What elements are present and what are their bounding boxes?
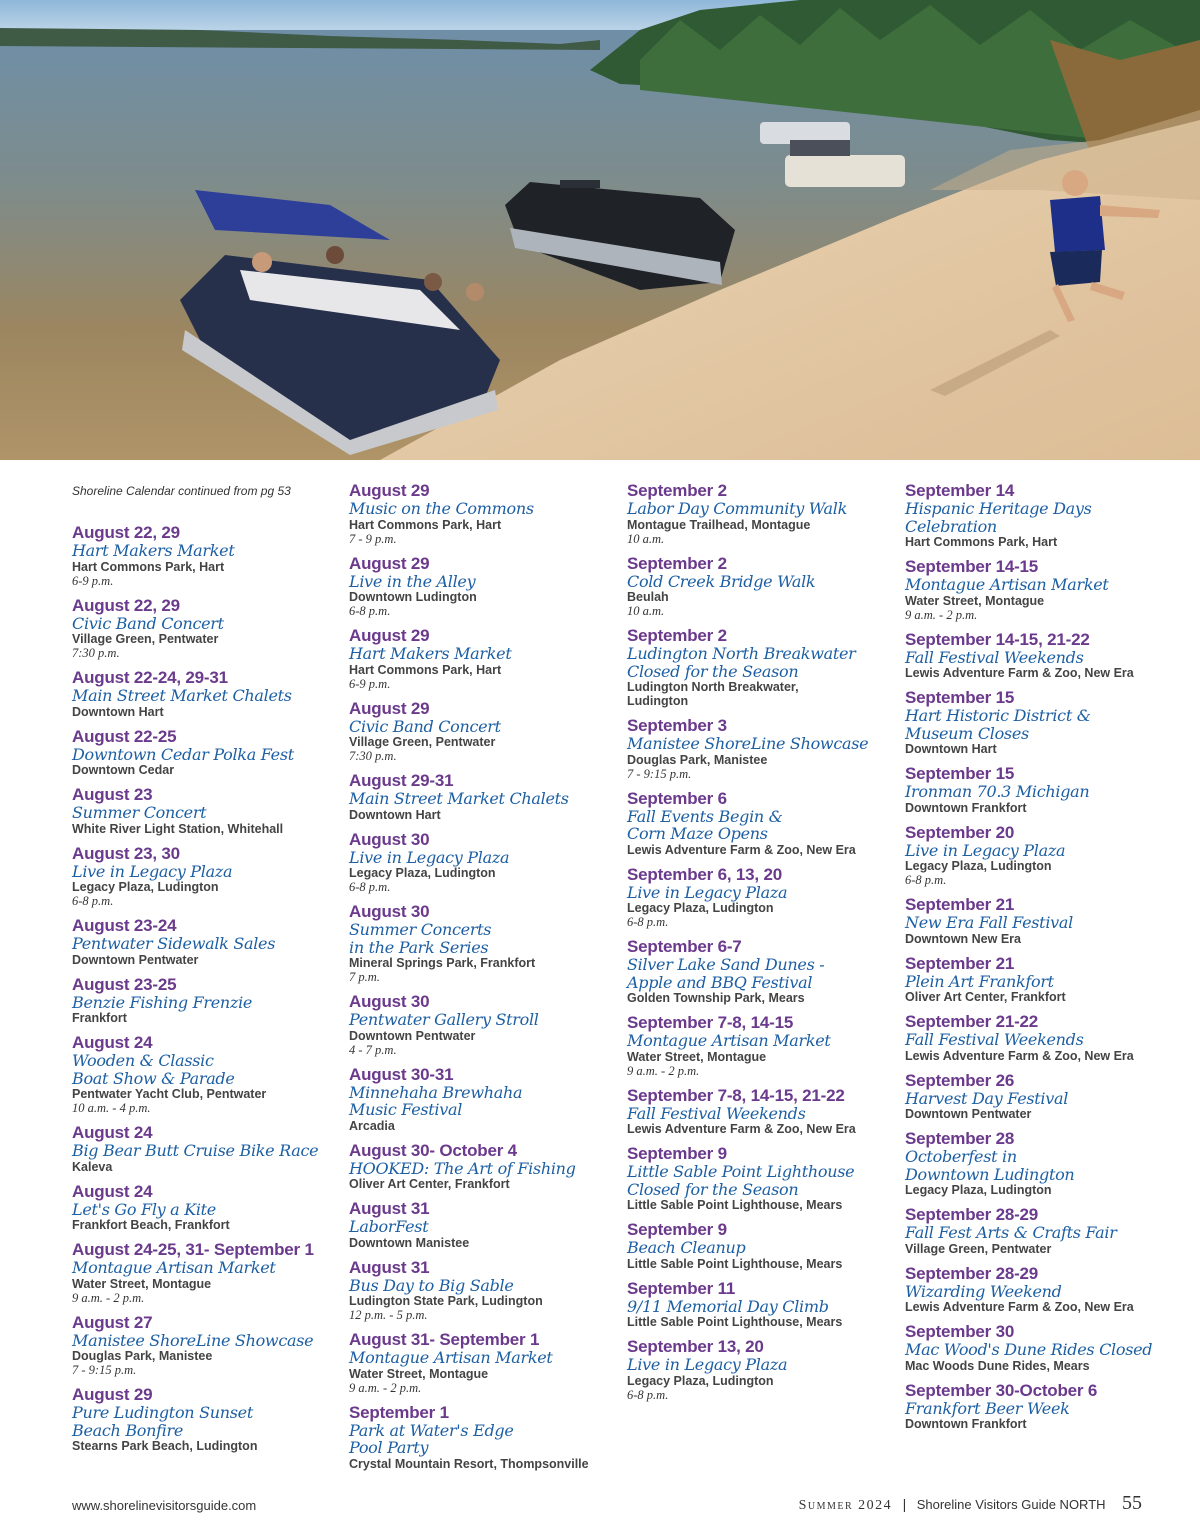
event-date: August 24 <box>72 1181 153 1201</box>
event-title: Bus Day to Big Sable <box>349 1275 514 1295</box>
event-date: August 22-25 <box>72 726 177 746</box>
event-date: August 30- October 4 <box>349 1140 517 1160</box>
event-date: August 29-31 <box>349 771 454 790</box>
event-entry <box>905 1323 1173 1373</box>
event-date: September 30-October 6 <box>905 1380 1098 1400</box>
event-entry <box>627 555 895 619</box>
event-location: Hart Commons Park, Hart <box>72 559 225 574</box>
page-number: 55 <box>1122 1492 1142 1514</box>
event-title: Summer Concert <box>72 803 207 822</box>
event-date: August 22, 29 <box>72 595 180 615</box>
event-entry <box>905 765 1173 815</box>
event-title: Frankfort Beer Week <box>905 1398 1070 1418</box>
event-date: August 31- September 1 <box>349 1330 540 1349</box>
event-title: Fall Festival Weekends <box>905 647 1084 667</box>
event-location: Arcadia <box>349 1118 395 1133</box>
event-entry <box>349 1331 617 1395</box>
event-location: Pentwater Yacht Club, Pentwater <box>72 1087 267 1101</box>
event-location: Hart Commons Park, Hart <box>349 517 502 532</box>
event-entry <box>905 1382 1173 1432</box>
event-entry <box>905 1265 1173 1315</box>
event-location: Little Sable Point Lighthouse, Mears <box>627 1315 843 1329</box>
event-title: Cold Creek Bridge Walk <box>627 571 816 591</box>
event-date: September 7-8, 14-15, 21-22 <box>627 1085 845 1105</box>
footer-guide-title: Shoreline Visitors Guide NORTH <box>916 1497 1106 1512</box>
event-location: Beulah <box>627 590 669 604</box>
event-date: August 23, 30 <box>72 843 180 863</box>
event-location: Legacy Plaza, Ludington <box>905 1183 1052 1197</box>
event-date: August 29 <box>349 626 430 645</box>
event-date: August 30-31 <box>349 1064 454 1084</box>
event-title: Hart Makers Market <box>349 644 512 663</box>
footer-info <box>799 1492 1142 1515</box>
event-title: Let's Go Fly a Kite <box>72 1199 216 1219</box>
event-entry <box>349 831 617 895</box>
event-location: Water Street, Montague <box>349 1366 489 1381</box>
event-time: 10 a.m. - 4 p.m. <box>72 1101 151 1115</box>
event-entry <box>627 482 895 546</box>
event-entry <box>349 700 617 764</box>
event-title: Minnehaha Brewhaha Music Festival <box>349 1082 523 1119</box>
event-entry <box>905 955 1173 1005</box>
footer-website[interactable]: www.shorelinevisitorsguide.com <box>72 1498 257 1513</box>
event-title: Manistee ShoreLine Showcase <box>627 734 869 753</box>
event-title: Silver Lake Sand Dunes - Apple and BBQ Festival <box>627 955 825 992</box>
event-entry <box>905 482 1173 549</box>
event-entry <box>627 717 895 781</box>
event-entry <box>627 790 895 857</box>
event-date: August 29 <box>349 481 430 500</box>
event-title: Ludington North Breakwater Closed for the Season <box>627 644 856 681</box>
event-time: 9 a.m. - 2 p.m. <box>905 607 978 622</box>
event-title: Hart Historic District & Museum Closes <box>905 706 1091 743</box>
event-location: Downtown Hart <box>72 704 164 719</box>
event-entry <box>627 1221 895 1271</box>
event-date: September 30 <box>905 1322 1015 1341</box>
event-entry <box>627 627 895 708</box>
event-location: Montague Trailhead, Montague <box>627 517 811 532</box>
event-time: 7 - 9:15 p.m. <box>627 766 692 781</box>
event-title: Wooden & Classic Boat Show & Parade <box>72 1051 235 1088</box>
event-title: Live in Legacy Plaza <box>349 847 510 867</box>
event-entry <box>905 689 1173 756</box>
event-date: September 21 <box>905 953 1015 973</box>
event-date: September 15 <box>905 764 1015 783</box>
event-date: September 20 <box>905 822 1015 842</box>
event-entry <box>627 1280 895 1330</box>
event-title: Fall Fest Arts & Crafts Fair <box>905 1223 1117 1242</box>
event-date: August 23-24 <box>72 916 177 935</box>
event-location: Water Street, Montague <box>627 1049 767 1064</box>
event-time: 6-8 p.m. <box>349 604 391 618</box>
event-location: White River Light Station, Whitehall <box>72 821 284 836</box>
event-entry <box>627 1338 895 1402</box>
event-location: Water Street, Montague <box>72 1276 212 1291</box>
event-time: 6-8 p.m. <box>627 1387 669 1402</box>
event-date: September 2 <box>627 626 727 645</box>
event-entry <box>905 1072 1173 1122</box>
footer-separator: | <box>902 1496 907 1512</box>
event-location: Golden Township Park, Mears <box>627 991 805 1005</box>
event-entry <box>905 558 1173 622</box>
event-entry <box>72 976 340 1026</box>
event-entry <box>72 728 340 778</box>
event-title: Main Street Market Chalets <box>349 789 569 808</box>
event-location: Kaleva <box>72 1159 113 1174</box>
event-title: Fall Events Begin & Corn Maze Opens <box>627 806 783 843</box>
event-location: Hart Commons Park, Hart <box>349 662 502 677</box>
event-date: September 6-7 <box>627 937 742 956</box>
event-time: 7 - 9 p.m. <box>349 531 397 546</box>
event-title: Civic Band Concert <box>349 716 501 736</box>
event-location: Downtown Pentwater <box>905 1107 1032 1121</box>
event-entry <box>72 597 340 661</box>
event-location: Downtown Ludington <box>349 590 477 604</box>
event-title: Pentwater Gallery Stroll <box>349 1010 539 1029</box>
event-date: September 14-15 <box>905 557 1039 576</box>
event-entry <box>72 1314 340 1378</box>
event-date: August 24 <box>72 1123 153 1142</box>
event-entry <box>349 482 617 546</box>
event-date: September 21 <box>905 895 1015 914</box>
event-title: Summer Concerts in the Park Series <box>349 920 492 957</box>
event-location: Village Green, Pentwater <box>349 735 496 749</box>
event-location: Little Sable Point Lighthouse, Mears <box>627 1256 843 1271</box>
calendar-column-4 <box>905 482 1173 1440</box>
event-entry <box>72 1183 340 1233</box>
event-location: Legacy Plaza, Ludington <box>72 880 219 894</box>
event-date: September 28 <box>905 1129 1015 1148</box>
event-location: Frankfort <box>72 1011 127 1025</box>
event-entry <box>349 1142 617 1192</box>
event-title: Fall Festival Weekends <box>905 1030 1084 1049</box>
event-location: Legacy Plaza, Ludington <box>627 901 774 915</box>
event-location: Oliver Art Center, Frankfort <box>905 990 1066 1004</box>
event-time: 12 p.m. - 5 p.m. <box>349 1308 428 1322</box>
event-location: Frankfort Beach, Frankfort <box>72 1218 230 1232</box>
event-date: August 22-24, 29-31 <box>72 668 228 687</box>
event-location: Oliver Art Center, Frankfort <box>349 1177 510 1191</box>
event-entry <box>627 1145 895 1212</box>
event-location: Lewis Adventure Farm & Zoo, New Era <box>905 666 1134 680</box>
event-date: September 28-29 <box>905 1263 1039 1283</box>
event-entry <box>905 631 1173 681</box>
event-date: August 29 <box>349 553 430 573</box>
calendar-column-1 <box>72 482 340 1462</box>
event-title: 9/11 Memorial Day Climb <box>627 1296 829 1316</box>
event-date: September 14 <box>905 481 1015 500</box>
event-title: Mac Wood's Dune Rides Closed <box>905 1340 1153 1359</box>
event-location: Downtown Pentwater <box>72 952 199 967</box>
calendar-column-2 <box>349 482 617 1480</box>
event-location: Legacy Plaza, Ludington <box>627 1373 774 1388</box>
event-entry <box>627 938 895 1005</box>
event-date: August 27 <box>72 1312 153 1332</box>
event-location: Stearns Park Beach, Ludington <box>72 1439 258 1453</box>
event-date: August 31 <box>349 1257 430 1277</box>
event-date: August 31 <box>349 1199 430 1218</box>
event-title: HOOKED: The Art of Fishing <box>349 1158 576 1178</box>
event-title: Live in Legacy Plaza <box>72 861 233 881</box>
event-title: Live in Legacy Plaza <box>905 840 1066 860</box>
event-time: 9 a.m. - 2 p.m. <box>349 1380 422 1395</box>
event-entry <box>627 1014 895 1078</box>
event-date: September 6, 13, 20 <box>627 864 782 884</box>
event-date: September 11 <box>627 1278 736 1298</box>
event-location: Water Street, Montague <box>905 593 1045 608</box>
event-date: August 23 <box>72 785 153 804</box>
event-entry <box>349 993 617 1057</box>
event-location: Downtown Pentwater <box>349 1028 476 1043</box>
event-title: Ironman 70.3 Michigan <box>905 782 1090 801</box>
event-title: Live in Legacy Plaza <box>627 882 788 902</box>
event-entry <box>349 1200 617 1250</box>
event-location: Douglas Park, Manistee <box>627 752 768 767</box>
event-location: Downtown Hart <box>905 742 997 756</box>
event-location: Lewis Adventure Farm & Zoo, New Era <box>905 1048 1134 1063</box>
event-title: Benzie Fishing Frenzie <box>72 992 253 1012</box>
event-time: 6-8 p.m. <box>72 894 114 908</box>
event-title: Big Bear Butt Cruise Bike Race <box>72 1141 319 1160</box>
event-entry <box>72 669 340 719</box>
event-location: Ludington North Breakwater, Ludington <box>627 680 799 708</box>
event-location: Little Sable Point Lighthouse, Mears <box>627 1198 843 1212</box>
event-time: 7:30 p.m. <box>72 646 120 660</box>
event-title: Octoberfest in Downtown Ludington <box>905 1147 1075 1184</box>
event-title: Montague Artisan Market <box>627 1031 831 1050</box>
event-entry <box>72 1124 340 1174</box>
event-location: Crystal Mountain Resort, Thompsonville <box>349 1456 589 1471</box>
event-title: Montague Artisan Market <box>72 1258 276 1277</box>
event-entry <box>349 555 617 619</box>
event-time: 9 a.m. - 2 p.m. <box>72 1290 145 1305</box>
event-time: 7 - 9:15 p.m. <box>72 1363 137 1377</box>
event-location: Lewis Adventure Farm & Zoo, New Era <box>905 1300 1134 1314</box>
event-title: New Era Fall Festival <box>905 913 1073 932</box>
event-entry <box>349 627 617 691</box>
event-entry <box>72 1034 340 1115</box>
event-title: Harvest Day Festival <box>905 1088 1069 1108</box>
event-location: Ludington State Park, Ludington <box>349 1294 543 1308</box>
event-date: September 2 <box>627 481 727 500</box>
event-entry <box>72 1241 340 1305</box>
event-title: Music on the Commons <box>349 499 534 518</box>
event-date: September 26 <box>905 1070 1015 1090</box>
event-date: September 6 <box>627 788 727 808</box>
event-date: August 24-25, 31- September 1 <box>72 1240 314 1259</box>
event-location: Downtown Frankfort <box>905 800 1027 815</box>
event-title: Pentwater Sidewalk Sales <box>72 934 276 953</box>
event-entry <box>905 1206 1173 1256</box>
event-location: Douglas Park, Manistee <box>72 1349 213 1363</box>
event-location: Lewis Adventure Farm & Zoo, New Era <box>627 1122 856 1136</box>
event-time: 6-8 p.m. <box>349 880 391 894</box>
event-time: 6-9 p.m. <box>349 676 391 691</box>
event-time: 7 p.m. <box>349 970 380 984</box>
event-entry <box>349 1066 617 1133</box>
event-location: Downtown Hart <box>349 807 441 822</box>
event-date: September 2 <box>627 553 727 573</box>
event-title: Park at Water's Edge Pool Party <box>349 1420 514 1457</box>
event-entry <box>905 1130 1173 1197</box>
event-entry <box>627 866 895 930</box>
event-entry <box>72 1386 340 1453</box>
event-location: Downtown Frankfort <box>905 1417 1027 1431</box>
event-time: 10 a.m. <box>627 531 665 546</box>
event-date: August 29 <box>72 1385 153 1404</box>
event-title: Manistee ShoreLine Showcase <box>72 1330 314 1350</box>
event-location: Hart Commons Park, Hart <box>905 535 1058 549</box>
event-entry <box>72 786 340 836</box>
event-title: Live in Legacy Plaza <box>627 1355 788 1374</box>
event-title: Hart Makers Market <box>72 541 235 560</box>
event-title: Live in the Alley <box>349 571 476 591</box>
event-entry <box>349 1404 617 1471</box>
lake-dune-pontoon-photo <box>0 0 1200 460</box>
event-location: Legacy Plaza, Ludington <box>905 859 1052 873</box>
event-entry <box>905 1013 1173 1063</box>
event-date: September 1 <box>349 1402 449 1422</box>
event-date: September 3 <box>627 716 727 735</box>
event-title: Plein Art Frankfort <box>905 971 1054 991</box>
event-time: 6-8 p.m. <box>627 915 669 929</box>
event-date: September 21-22 <box>905 1012 1039 1031</box>
event-title: Wizarding Weekend <box>905 1281 1062 1301</box>
event-entry <box>349 772 617 822</box>
calendar-column-3 <box>627 482 895 1411</box>
event-date: September 9 <box>627 1144 727 1163</box>
event-entry <box>905 824 1173 888</box>
event-location: Downtown Cedar <box>72 763 175 777</box>
event-date: August 29 <box>349 698 430 718</box>
event-entry <box>627 1087 895 1137</box>
event-time: 7:30 p.m. <box>349 749 397 763</box>
event-title: Montague Artisan Market <box>905 575 1109 594</box>
event-location: Legacy Plaza, Ludington <box>349 866 496 880</box>
event-time: 9 a.m. - 2 p.m. <box>627 1063 700 1078</box>
event-date: August 23-25 <box>72 974 177 994</box>
event-time: 6-8 p.m. <box>905 873 947 887</box>
event-title: LaborFest <box>349 1217 429 1236</box>
event-time: 10 a.m. <box>627 604 665 618</box>
event-date: September 13, 20 <box>627 1337 764 1356</box>
event-entry <box>349 1259 617 1323</box>
event-title: Main Street Market Chalets <box>72 686 292 705</box>
event-location: Downtown Manistee <box>349 1235 470 1250</box>
event-location: Lewis Adventure Farm & Zoo, New Era <box>627 842 856 857</box>
event-date: August 24 <box>72 1033 153 1052</box>
event-title: Hispanic Heritage Days Celebration <box>905 499 1092 536</box>
event-date: August 30 <box>349 992 430 1011</box>
event-title: Labor Day Community Walk <box>627 499 847 518</box>
event-entry <box>905 896 1173 946</box>
event-date: September 28-29 <box>905 1205 1039 1224</box>
event-location: Mac Woods Dune Rides, Mears <box>905 1358 1090 1373</box>
event-date: August 30 <box>349 829 430 849</box>
event-date: August 22, 29 <box>72 523 180 542</box>
event-location: Village Green, Pentwater <box>905 1241 1052 1256</box>
event-entry <box>72 524 340 588</box>
event-date: September 15 <box>905 688 1015 707</box>
event-entry <box>72 845 340 909</box>
event-time: 4 - 7 p.m. <box>349 1042 397 1057</box>
event-title: Pure Ludington Sunset Beach Bonfire <box>72 1403 253 1440</box>
event-title: Civic Band Concert <box>72 613 224 633</box>
event-title: Fall Festival Weekends <box>627 1103 806 1123</box>
event-entry <box>72 917 340 967</box>
event-location: Downtown New Era <box>905 931 1021 946</box>
event-date: September 7-8, 14-15 <box>627 1013 794 1032</box>
event-date: September 14-15, 21-22 <box>905 629 1090 649</box>
event-title: Montague Artisan Market <box>349 1348 553 1367</box>
event-date: August 30 <box>349 902 430 921</box>
event-location: Mineral Springs Park, Frankfort <box>349 956 536 970</box>
event-location: Village Green, Pentwater <box>72 632 219 646</box>
event-title: Beach Cleanup <box>627 1238 746 1257</box>
event-title: Little Sable Point Lighthouse Closed for the Season <box>627 1162 855 1199</box>
event-date: September 9 <box>627 1220 727 1239</box>
footer-season: Summer 2024 <box>798 1498 893 1513</box>
event-time: 6-9 p.m. <box>72 573 114 588</box>
continued-note: Shoreline Calendar continued from pg 53 <box>72 484 291 498</box>
event-entry <box>349 903 617 984</box>
event-title: Downtown Cedar Polka Fest <box>72 744 294 764</box>
